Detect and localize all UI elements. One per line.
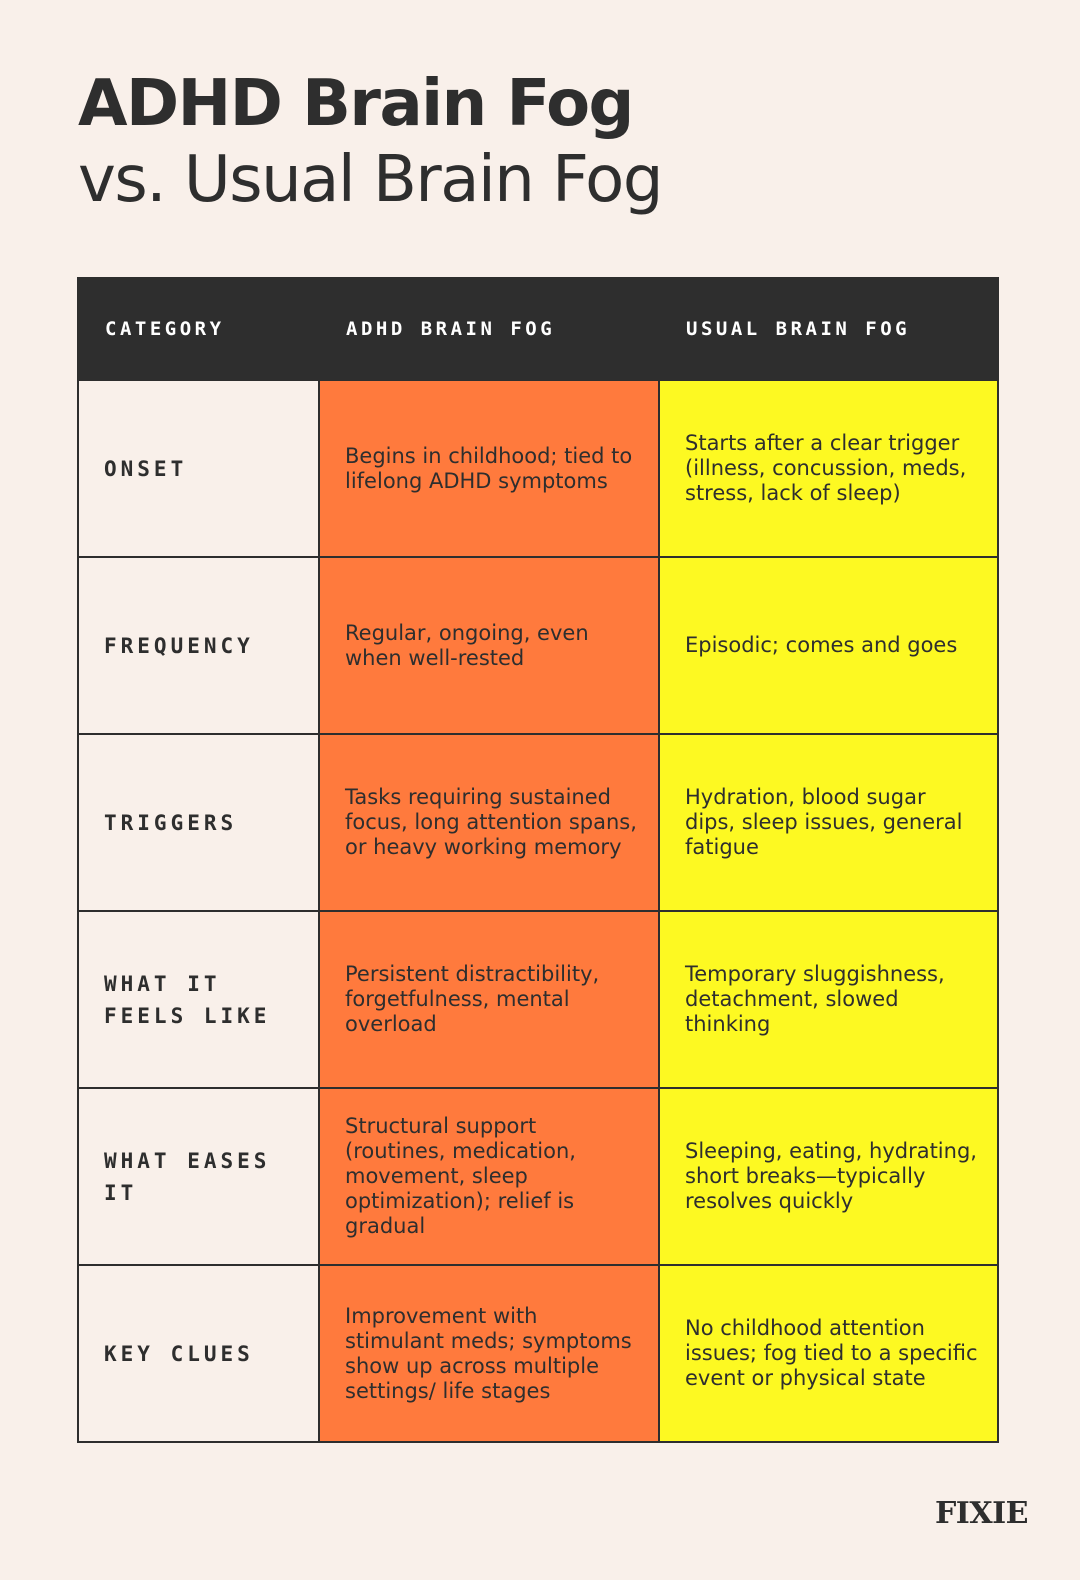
adhd-cell: Improvement with stimulant meds; symptoms show up across multiple settings/ life stages (319, 1265, 659, 1442)
table-row (78, 380, 998, 557)
adhd-cell: Begins in childhood; tied to lifelong ADHD symptoms (319, 380, 659, 557)
comparison-table (77, 277, 999, 1443)
usual-cell: Hydration, blood sugar dips, sleep issues, general fatigue (659, 734, 998, 911)
usual-cell: No childhood attention issues; fog tied to a specific event or physical state (659, 1265, 998, 1442)
adhd-cell: Tasks requiring sustained focus, long attention spans, or heavy working memory (319, 734, 659, 911)
usual-cell: Episodic; comes and goes (659, 557, 998, 734)
adhd-cell: Structural support (routines, medication, movement, sleep optimization); relief is gradual (319, 1088, 659, 1265)
adhd-cell: Persistent distractibility, forgetfulness, mental overload (319, 911, 659, 1088)
header-category: CATEGORY (78, 278, 319, 380)
category-cell: FREQUENCY (78, 557, 319, 734)
usual-cell: Starts after a clear trigger (illness, concussion, meds, stress, lack of sleep) (659, 380, 998, 557)
title-line-1: ADHD Brain Fog (78, 67, 633, 141)
header-adhd-brain-fog: ADHD BRAIN FOG (319, 278, 659, 380)
table-header (78, 278, 998, 380)
category-cell: ONSET (78, 380, 319, 557)
category-cell: WHAT IT FEELS LIKE (78, 911, 319, 1088)
table-row (78, 911, 998, 1088)
category-cell: KEY CLUES (78, 1265, 319, 1442)
title-line-2: vs. Usual Brain Fog (78, 143, 662, 217)
table-body (78, 380, 998, 1442)
header-row (78, 278, 998, 380)
page-title (78, 66, 998, 218)
category-cell: WHAT EASES IT (78, 1088, 319, 1265)
table-row (78, 1088, 998, 1265)
usual-cell: Temporary sluggishness, detachment, slowed thinking (659, 911, 998, 1088)
adhd-cell: Regular, ongoing, even when well-rested (319, 557, 659, 734)
category-cell: TRIGGERS (78, 734, 319, 911)
header-usual-brain-fog: USUAL BRAIN FOG (659, 278, 998, 380)
table-row (78, 557, 998, 734)
table-row (78, 1265, 998, 1442)
usual-cell: Sleeping, eating, hydrating, short breaks—typically resolves quickly (659, 1088, 998, 1265)
fixie-logo: FIXIE (934, 1496, 1028, 1531)
table-row (78, 734, 998, 911)
